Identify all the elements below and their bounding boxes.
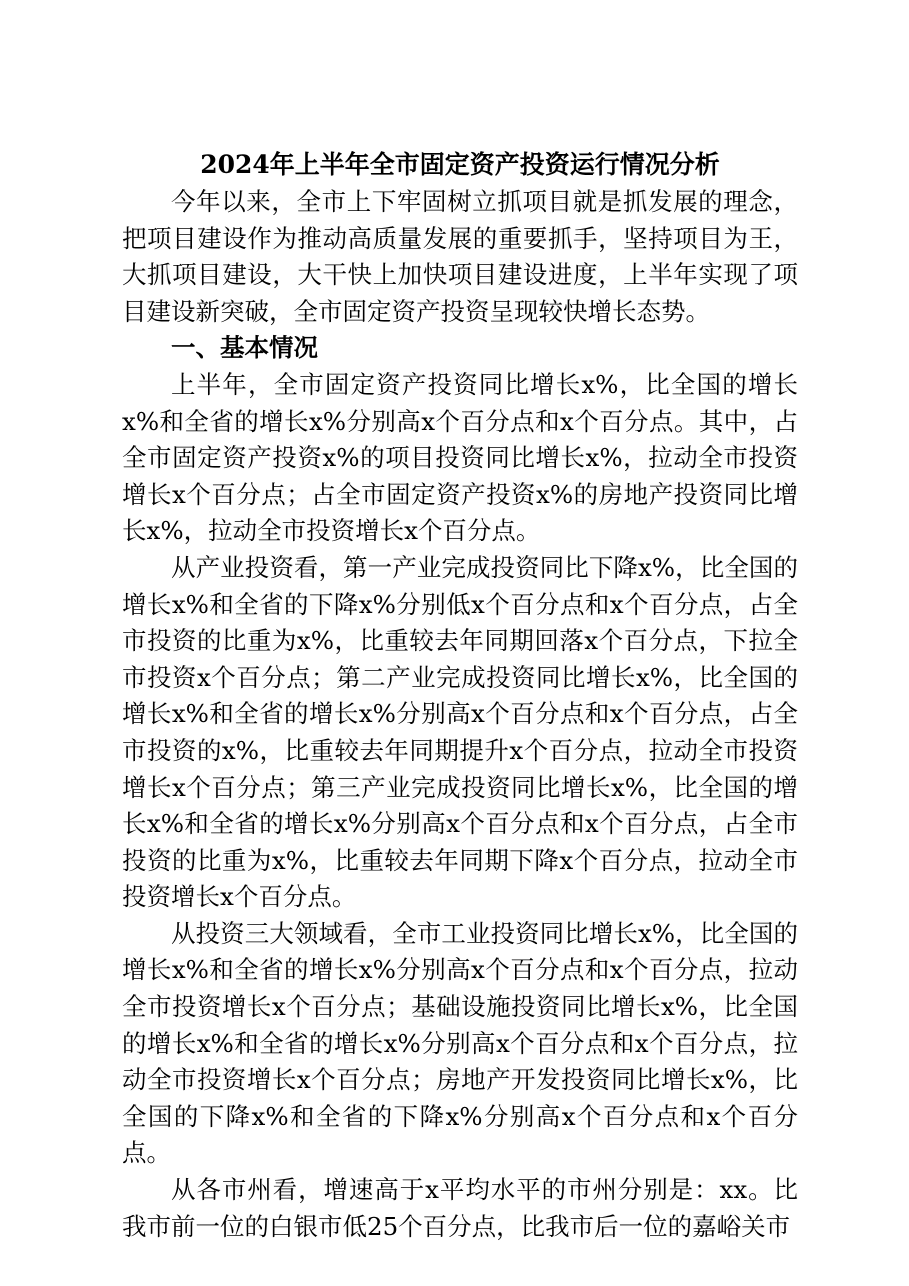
intro-paragraph: 今年以来，全市上下牢固树立抓项目就是抓发展的理念，把项目建设作为推动高质量发展的重要抓手，坚持项目为王，大抓项目建设，大干快上加快项目建设进度，上半年实现了项目建设新突破，全市固定资产投资呈现较快增长态势。 — [122, 187, 798, 326]
paragraph-overall-investment: 上半年，全市固定资产投资同比增长x%，比全国的增长x%和全省的增长x%分别高x个百分点和x个百分点。其中，占全市固定资产投资x%的项目投资同比增长x%，拉动全市投资增长x个百分点；占全市固定资产投资x%的房地产投资同比增长x%，拉动全市投资增长x个百分点。 — [122, 369, 798, 546]
document-title: 2024年上半年全市固定资产投资运行情况分析 — [200, 150, 720, 179]
document-body — [122, 146, 798, 1245]
section-heading-basic-situation: 一、基本情况 — [171, 333, 318, 363]
paragraph-industry-investment: 从产业投资看，第一产业完成投资同比下降x%，比全国的增长x%和全省的下降x%分别低x个百分点和x个百分点，占全市投资的比重为x%，比重较去年同期回落x个百分点，下拉全市投资x个百分点；第二产业完成投资同比增长x%，比全国的增长x%和全省的增长x%分别高x个百分点和x个百分点，占全市投资的x%，比重较去年同期提升x个百分点，拉动全市投资增长x个百分点；第三产业完成投资同比增长x%，比全国的增长x%和全省的增长x%分别高x个百分点和x个百分点，占全市投资的比重为x%，比重较去年同期下降x个百分点，拉动全市投资增长x个百分点。 — [122, 552, 798, 912]
paragraph-three-fields-investment: 从投资三大领域看，全市工业投资同比增长x%，比全国的增长x%和全省的增长x%分别高x个百分点和x个百分点，拉动全市投资增长x个百分点；基础设施投资同比增长x%，比全国的增长x%和全省的增长x%分别高x个百分点和x个百分点，拉动全市投资增长x个百分点；房地产开发投资同比增长x%，比全国的下降x%和全省的下降x%分别高x个百分点和x个百分点。 — [122, 918, 798, 1168]
paragraph-city-comparison: 从各市州看，增速高于x平均水平的市州分别是：xx。比我市前一位的白银市低25个百分点，比我市后一位的嘉峪关市 — [122, 1175, 798, 1241]
